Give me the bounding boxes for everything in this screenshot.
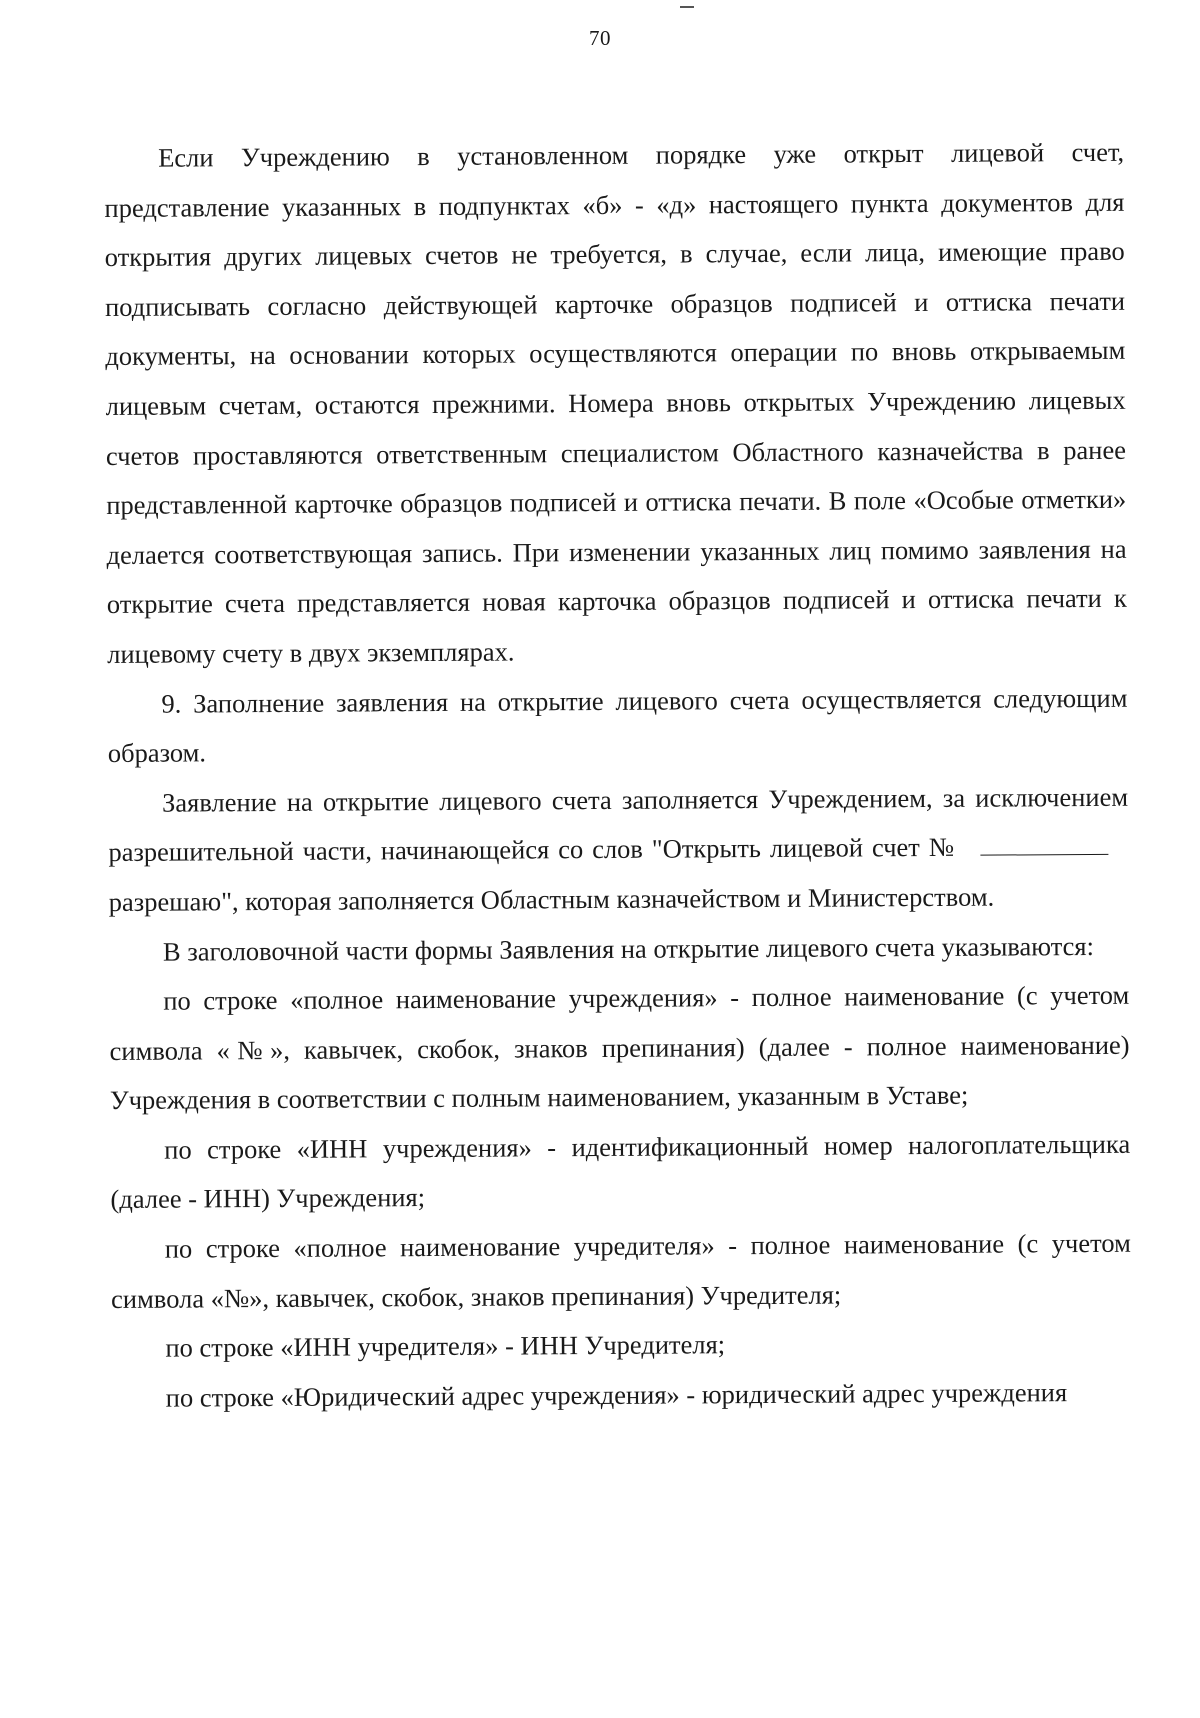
paragraph-application-part2: разрешаю", которая заполняется Областным казначейством и Министерством.: [108, 881, 995, 917]
paragraph-institution-name: по строке «полное наименование учреждения» - полное наименование (с учетом символа «№», кавычек, скобок, знаков препинания) (далее - полное наименование) Учреждения в соответствии с полным наименованием, указанным в Уставе;: [109, 979, 1130, 1116]
paragraph-item-9: 9. Заполнение заявления на открытие лицевого счета осуществляется следующим образом.: [107, 682, 1128, 769]
paragraph-institution-inn: по строке «ИНН учреждения» - идентификационный номер налогоплательщика (далее - ИНН) Учреждения;: [110, 1128, 1131, 1215]
document-body: [104, 128, 1132, 1424]
blank-account-number-line: [980, 830, 1108, 856]
paragraph-existing-account: Если Учреждению в установленном порядке уже открыт лицевой счет, представление указанных в подпунктах «б» - «д» настоящего пункта документов для открытия других лицевых счетов не требуется, в случае, если лица, имеющие право подписывать согласно действующей карточке образцов подписей и оттиска печати документы, на основании которых осуществляются операции по вновь открываемым лицевым счетам, остаются прежними. Номера вновь открытых Учреждению лицевых счетов проставляются ответственным специалистом Областного казначейства в ранее представленной карточке образцов подписей и оттиска печати. В поле «Особые отметки» делается соответствующая запись. При изменении указанных лиц помимо заявления на открытие счета представляется новая карточка образцов подписей и оттиска печати к лицевому счету в двух экземплярах.: [104, 136, 1127, 669]
scan-artifact: [680, 6, 694, 8]
paragraph-legal-address: по строке «Юридический адрес учреждения» - юридический адрес учреждения: [165, 1376, 1068, 1413]
paragraph-application-filling: [108, 772, 1129, 927]
paragraph-founder-inn: по строке «ИНН учредителя» - ИНН Учредителя;: [165, 1329, 726, 1363]
paragraph-application-part1: Заявление на открытие лицевого счета заполняется Учреждением, за исключением разрешительной части, начинающейся со слов "Открыть лицевой счет №: [108, 781, 1129, 868]
paragraph-header-section: В заголовочной части формы Заявления на открытие лицевого счета указываются:: [162, 930, 1095, 967]
page-number: 70: [589, 26, 611, 50]
paragraph-founder-name: по строке «полное наименование учредителя» - полное наименование (с учетом символа «№», кавычек, скобок, знаков препинания) Учредителя;: [111, 1227, 1131, 1314]
